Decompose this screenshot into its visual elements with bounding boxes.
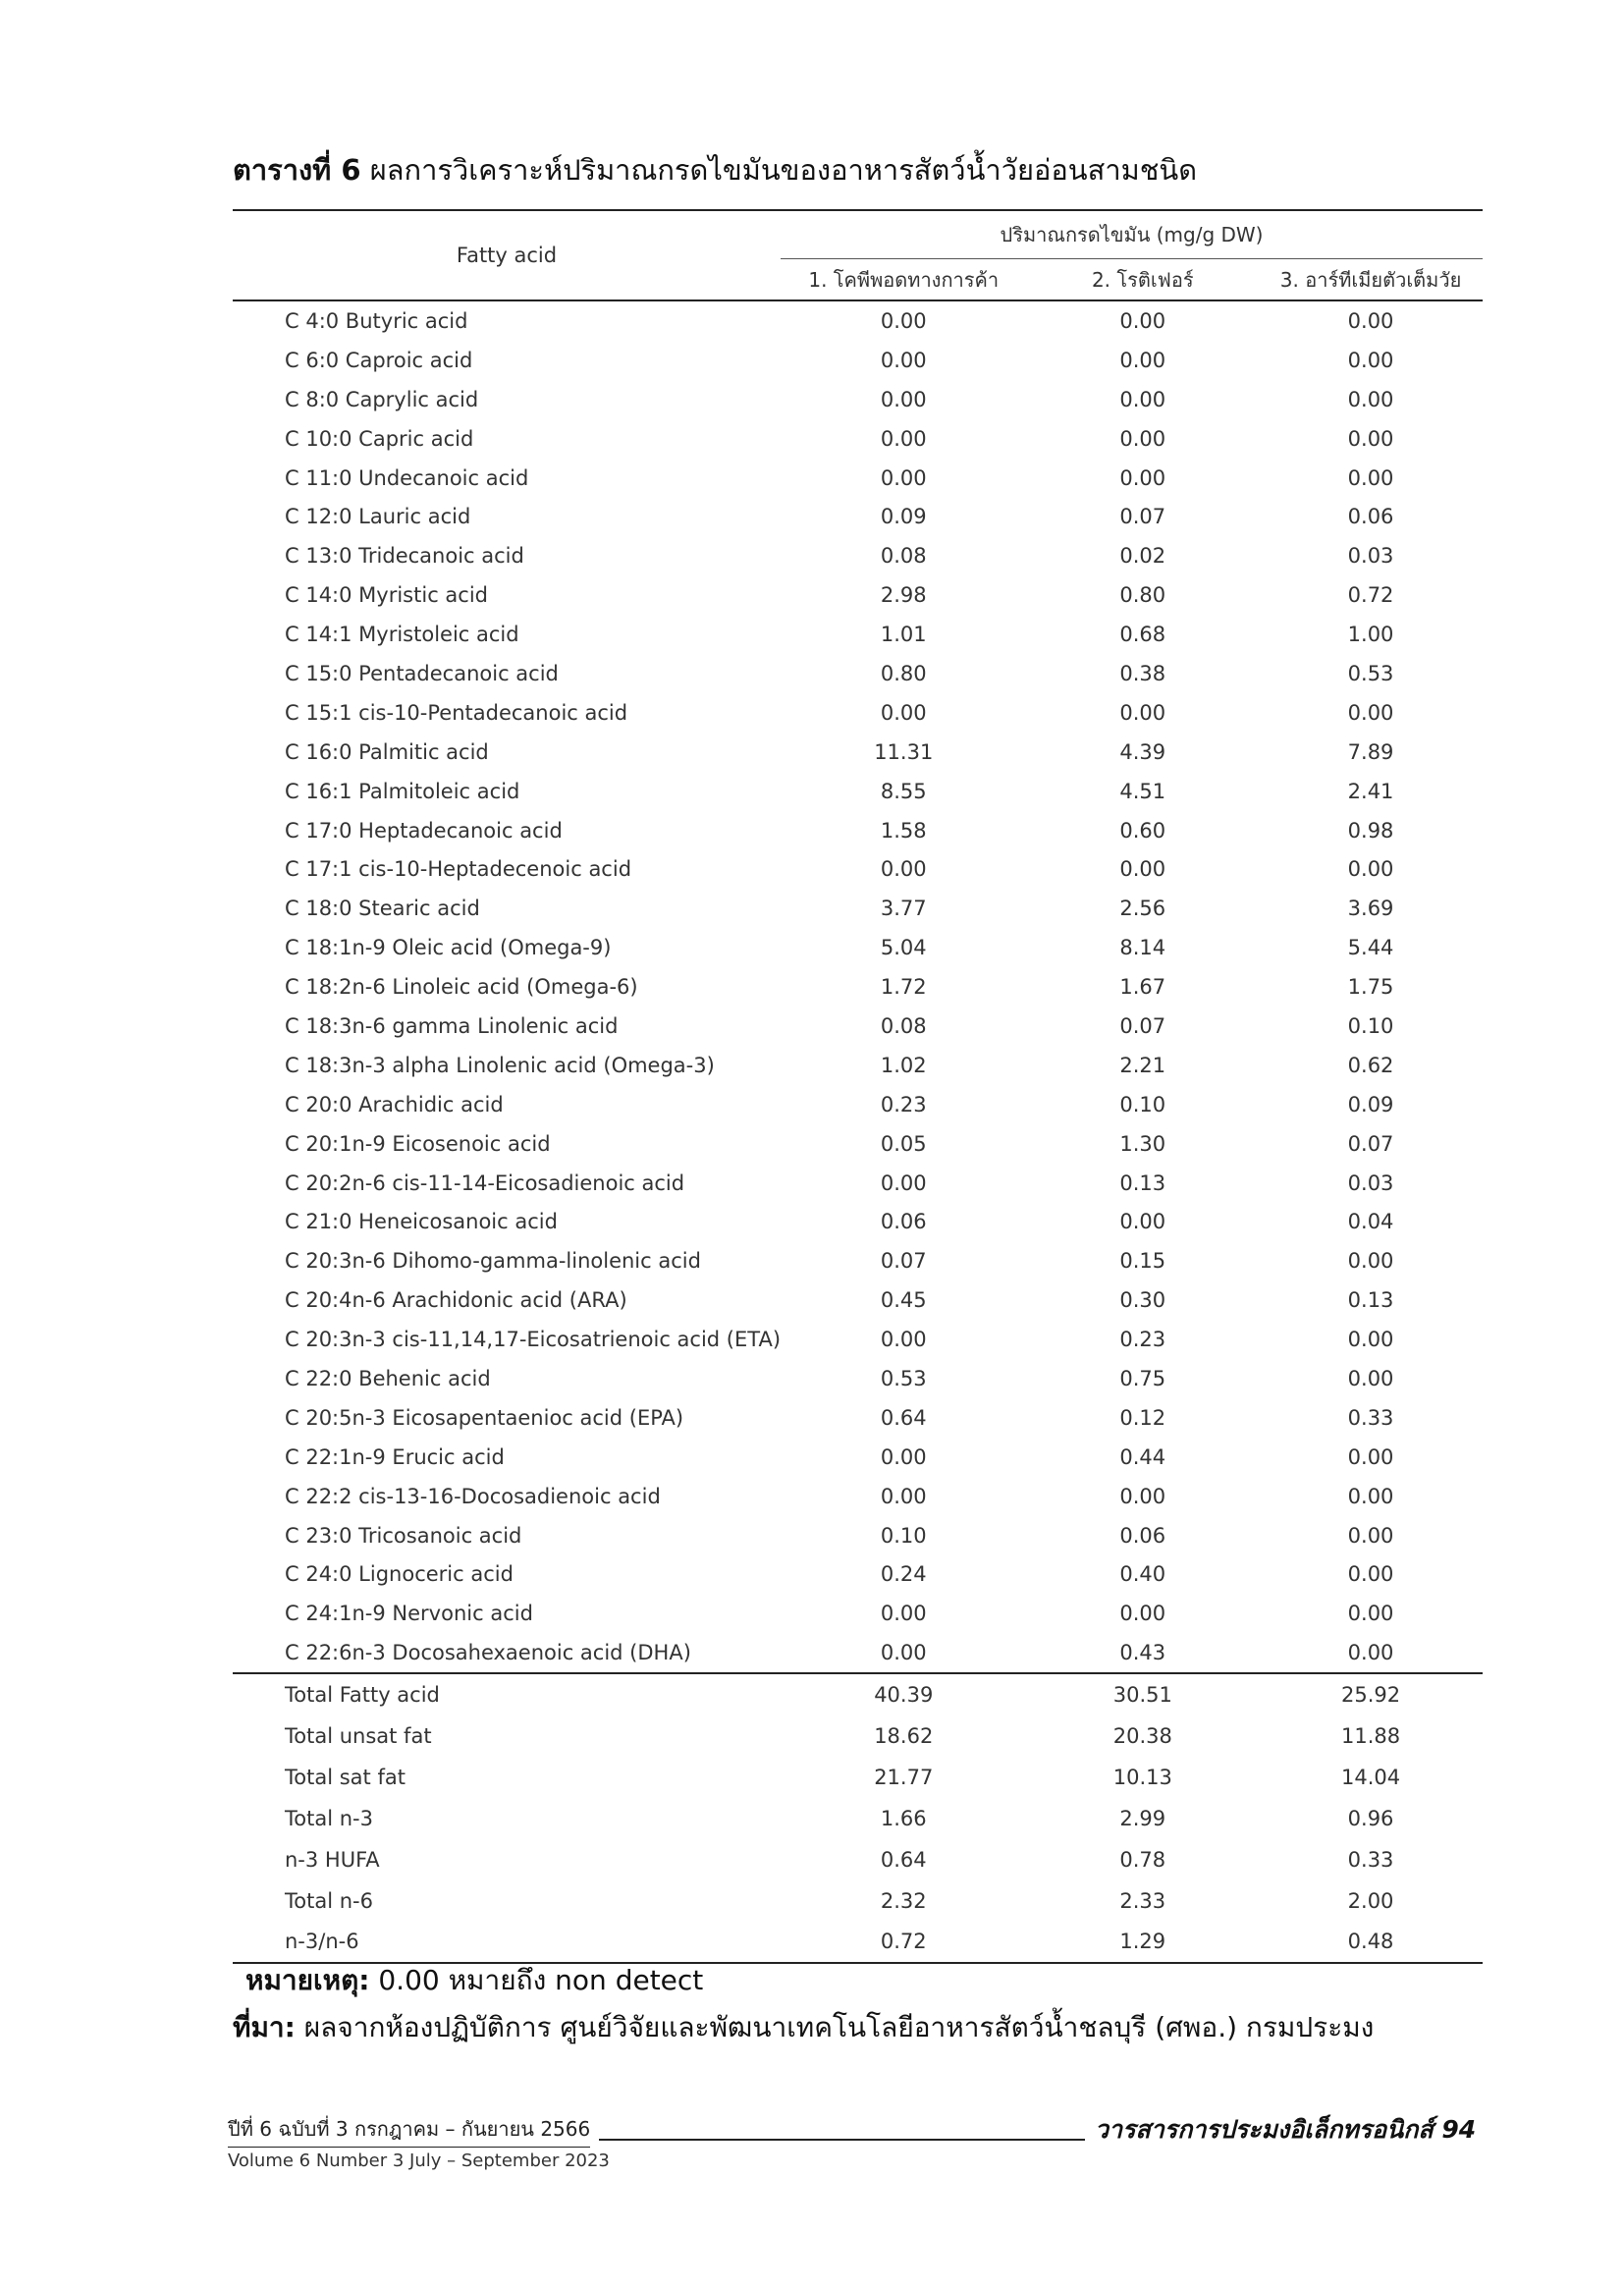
table-row bbox=[233, 1007, 1483, 1046]
table-row bbox=[233, 1594, 1483, 1633]
value-artemia: 0.09 bbox=[1347, 1092, 1394, 1116]
value-copepod: 0.08 bbox=[880, 1013, 927, 1038]
value-copepod: 0.00 bbox=[880, 700, 927, 725]
table-row bbox=[233, 419, 1483, 459]
table-caption-label: ตารางที่ 6 bbox=[233, 153, 361, 187]
note-label: หมายเหตุ: bbox=[245, 1964, 370, 1996]
column-header-artemia: 3. อาร์ทีเมียตัวเต็มวัย bbox=[1279, 267, 1462, 292]
fatty-acid-name: C 20:2n-6 cis-11-14-Eicosadienoic acid bbox=[285, 1170, 685, 1195]
value-rotifer: 0.80 bbox=[1119, 583, 1166, 608]
value-rotifer: 4.51 bbox=[1119, 779, 1166, 803]
value-artemia: 0.62 bbox=[1347, 1053, 1394, 1077]
table-row bbox=[233, 928, 1483, 967]
value-rotifer: 0.60 bbox=[1119, 818, 1166, 843]
fatty-acid-name: C 18:3n-6 gamma Linolenic acid bbox=[285, 1013, 619, 1038]
value-rotifer: 0.00 bbox=[1119, 308, 1166, 333]
value-copepod: 5.04 bbox=[880, 936, 927, 960]
table-row bbox=[233, 1320, 1483, 1359]
fatty-acid-name: C 20:3n-6 Dihomo-gamma-linolenic acid bbox=[285, 1249, 701, 1274]
value-rotifer: 0.68 bbox=[1119, 623, 1166, 647]
fatty-acid-name: C 6:0 Caproic acid bbox=[285, 348, 473, 372]
value-rotifer: 1.67 bbox=[1119, 975, 1166, 1000]
amount-group-header: ปริมาณกรดไขมัน (mg/g DW) bbox=[781, 210, 1483, 259]
value-artemia: 0.72 bbox=[1347, 583, 1394, 608]
fatty-acid-header: Fatty acid bbox=[233, 210, 781, 300]
fatty-acid-name: Total n-3 bbox=[285, 1806, 373, 1830]
value-artemia: 7.89 bbox=[1347, 739, 1394, 764]
value-copepod: 1.58 bbox=[880, 818, 927, 843]
value-artemia: 0.13 bbox=[1347, 1288, 1394, 1313]
value-rotifer: 0.00 bbox=[1119, 857, 1166, 882]
value-rotifer: 0.00 bbox=[1119, 1602, 1166, 1626]
value-artemia: 0.00 bbox=[1347, 348, 1394, 372]
value-rotifer: 0.00 bbox=[1119, 1210, 1166, 1234]
column-header-rotifer: 2. โรติเฟอร์ bbox=[1091, 267, 1194, 292]
table-row bbox=[233, 497, 1483, 536]
fatty-acid-name: C 18:0 Stearic acid bbox=[285, 897, 480, 921]
note-text: 0.00 หมายถึง non detect bbox=[378, 1964, 704, 1996]
table-row bbox=[233, 811, 1483, 850]
fatty-acid-name: C 12:0 Lauric acid bbox=[285, 505, 471, 529]
table-row bbox=[233, 1516, 1483, 1555]
fatty-acid-name: C 16:0 Palmitic acid bbox=[285, 739, 489, 764]
footer-journal bbox=[1095, 2110, 1476, 2150]
table-row bbox=[233, 536, 1483, 575]
value-artemia: 0.03 bbox=[1347, 1170, 1394, 1195]
total-row bbox=[233, 1715, 1483, 1757]
value-copepod: 0.00 bbox=[880, 308, 927, 333]
value-artemia: 0.48 bbox=[1259, 1922, 1483, 1964]
fatty-acid-name: C 11:0 Undecanoic acid bbox=[285, 465, 529, 490]
fatty-acid-name: C 13:0 Tridecanoic acid bbox=[285, 544, 524, 569]
fatty-acid-name: n-3/n-6 bbox=[233, 1922, 781, 1964]
value-artemia: 0.00 bbox=[1347, 1484, 1394, 1508]
value-artemia: 0.00 bbox=[1347, 1328, 1394, 1352]
value-artemia: 1.00 bbox=[1347, 623, 1394, 647]
value-rotifer: 20.38 bbox=[1112, 1724, 1172, 1748]
value-copepod: 0.10 bbox=[880, 1523, 927, 1548]
fatty-acid-name: C 22:1n-9 Erucic acid bbox=[285, 1444, 505, 1469]
value-rotifer: 2.99 bbox=[1119, 1806, 1166, 1830]
total-row bbox=[233, 1880, 1483, 1922]
fatty-acid-name: C 20:3n-3 cis-11,14,17-Eicosatrienoic acid (ETA) bbox=[285, 1328, 782, 1352]
value-copepod: 11.31 bbox=[874, 739, 934, 764]
table-row bbox=[233, 1438, 1483, 1477]
table-row bbox=[233, 1633, 1483, 1673]
fatty-acid-name: C 4:0 Butyric acid bbox=[285, 308, 468, 333]
table-row bbox=[233, 459, 1483, 498]
fatty-acid-name: C 23:0 Tricosanoic acid bbox=[285, 1523, 522, 1548]
value-rotifer: 0.02 bbox=[1119, 544, 1166, 569]
value-artemia: 0.00 bbox=[1347, 1249, 1394, 1274]
total-row bbox=[233, 1922, 1483, 1964]
value-artemia: 0.00 bbox=[1347, 308, 1394, 333]
table-row bbox=[233, 1241, 1483, 1280]
value-copepod: 18.62 bbox=[874, 1724, 934, 1748]
fatty-acid-name: C 22:0 Behenic acid bbox=[285, 1366, 491, 1390]
value-copepod: 1.02 bbox=[880, 1053, 927, 1077]
footer-rule bbox=[599, 2139, 1085, 2141]
table-row bbox=[233, 1124, 1483, 1164]
source-label: ที่มา: bbox=[233, 2011, 296, 2043]
table-row bbox=[233, 1477, 1483, 1516]
value-rotifer: 1.30 bbox=[1119, 1131, 1166, 1156]
table-row bbox=[233, 967, 1483, 1007]
value-artemia: 14.04 bbox=[1340, 1765, 1401, 1789]
value-artemia: 0.06 bbox=[1347, 505, 1394, 529]
value-copepod: 0.05 bbox=[880, 1131, 927, 1156]
value-copepod: 0.64 bbox=[880, 1405, 927, 1430]
value-rotifer: 0.23 bbox=[1119, 1328, 1166, 1352]
value-copepod: 0.00 bbox=[880, 387, 927, 411]
fatty-acid-name: n-3 HUFA bbox=[285, 1847, 380, 1872]
value-rotifer: 0.30 bbox=[1119, 1288, 1166, 1313]
value-copepod: 0.00 bbox=[880, 1641, 927, 1665]
table-row bbox=[233, 615, 1483, 654]
footer-issue-thai: ปีที่ 6 ฉบับที่ 3 กรกฎาคม – กันยายน 2566 bbox=[228, 2113, 590, 2148]
column-header-copepod: 1. โคพีพอดทางการค้า bbox=[808, 267, 1000, 292]
table-note bbox=[245, 1959, 703, 2002]
value-rotifer: 0.06 bbox=[1119, 1523, 1166, 1548]
value-copepod: 2.32 bbox=[880, 1888, 927, 1913]
total-row bbox=[233, 1839, 1483, 1880]
value-artemia: 11.88 bbox=[1340, 1724, 1401, 1748]
fatty-acid-name: Total n-6 bbox=[285, 1888, 373, 1913]
fatty-acid-name: C 20:0 Arachidic acid bbox=[285, 1092, 504, 1116]
value-rotifer: 30.51 bbox=[1026, 1673, 1259, 1715]
value-copepod: 2.98 bbox=[880, 583, 927, 608]
table-row bbox=[233, 575, 1483, 615]
value-artemia: 0.00 bbox=[1347, 1523, 1394, 1548]
value-copepod: 0.00 bbox=[880, 465, 927, 490]
fatty-acid-name: C 24:1n-9 Nervonic acid bbox=[285, 1602, 533, 1626]
fatty-acid-name: C 15:0 Pentadecanoic acid bbox=[285, 661, 559, 685]
table-caption-text: ผลการวิเคราะห์ปริมาณกรดไขมันของอาหารสัตว์น้ำวัยอ่อนสามชนิด bbox=[369, 153, 1198, 187]
source-text: ผลจากห้องปฏิบัติการ ศูนย์วิจัยและพัฒนาเทคโนโลยีอาหารสัตว์น้ำชลบุรี (ศพอ.) กรมประมง bbox=[303, 2011, 1375, 2043]
value-artemia: 2.00 bbox=[1347, 1888, 1394, 1913]
fatty-acid-name: C 17:0 Heptadecanoic acid bbox=[285, 818, 563, 843]
value-copepod: 0.00 bbox=[880, 426, 927, 451]
value-copepod: 0.00 bbox=[880, 1444, 927, 1469]
value-copepod: 0.23 bbox=[880, 1092, 927, 1116]
value-rotifer: 0.40 bbox=[1119, 1562, 1166, 1587]
value-artemia: 0.96 bbox=[1347, 1806, 1394, 1830]
value-rotifer: 1.29 bbox=[1026, 1922, 1259, 1964]
value-artemia: 0.00 bbox=[1347, 465, 1394, 490]
fatty-acid-rows bbox=[233, 300, 1483, 1673]
fatty-acid-name: C 18:1n-9 Oleic acid (Omega-9) bbox=[285, 936, 612, 960]
fatty-acid-name: C 15:1 cis-10-Pentadecanoic acid bbox=[285, 700, 628, 725]
fatty-acid-name: C 20:5n-3 Eicosapentaenioc acid (EPA) bbox=[285, 1405, 684, 1430]
table-row bbox=[233, 300, 1483, 341]
value-artemia: 0.04 bbox=[1347, 1210, 1394, 1234]
value-copepod: 0.24 bbox=[880, 1562, 927, 1587]
fatty-acid-name: C 14:0 Myristic acid bbox=[285, 583, 488, 608]
table-row bbox=[233, 889, 1483, 928]
value-artemia: 0.33 bbox=[1347, 1405, 1394, 1430]
value-copepod: 0.00 bbox=[880, 1170, 927, 1195]
value-rotifer: 0.38 bbox=[1119, 661, 1166, 685]
value-copepod: 0.00 bbox=[880, 348, 927, 372]
table-source bbox=[233, 2006, 1374, 2049]
fatty-acid-name: C 17:1 cis-10-Heptadecenoic acid bbox=[285, 857, 632, 882]
value-artemia: 0.00 bbox=[1347, 1366, 1394, 1390]
fatty-acid-name: C 18:2n-6 Linoleic acid (Omega-6) bbox=[285, 975, 638, 1000]
value-rotifer: 10.13 bbox=[1112, 1765, 1172, 1789]
fatty-acid-name: C 14:1 Myristoleic acid bbox=[285, 623, 519, 647]
value-rotifer: 0.12 bbox=[1119, 1405, 1166, 1430]
value-artemia: 0.00 bbox=[1347, 700, 1394, 725]
value-copepod: 3.77 bbox=[880, 897, 927, 921]
value-rotifer: 0.00 bbox=[1119, 426, 1166, 451]
value-copepod: 21.77 bbox=[874, 1765, 934, 1789]
table-row bbox=[233, 772, 1483, 811]
value-rotifer: 0.13 bbox=[1119, 1170, 1166, 1195]
value-copepod: 0.00 bbox=[880, 857, 927, 882]
table-row bbox=[233, 849, 1483, 889]
table-row bbox=[233, 1202, 1483, 1241]
totals-rows bbox=[233, 1673, 1483, 1963]
value-copepod: 0.00 bbox=[880, 1484, 927, 1508]
fatty-acid-name: Total Fatty acid bbox=[233, 1673, 781, 1715]
value-rotifer: 4.39 bbox=[1119, 739, 1166, 764]
value-rotifer: 0.00 bbox=[1119, 700, 1166, 725]
fatty-acid-name: Total unsat fat bbox=[285, 1724, 432, 1748]
value-rotifer: 0.75 bbox=[1119, 1366, 1166, 1390]
value-rotifer: 0.78 bbox=[1119, 1847, 1166, 1872]
table-caption bbox=[233, 147, 1197, 192]
table-row bbox=[233, 1085, 1483, 1124]
value-copepod: 40.39 bbox=[781, 1673, 1026, 1715]
total-row bbox=[233, 1757, 1483, 1798]
total-row bbox=[233, 1673, 1483, 1715]
value-rotifer: 2.56 bbox=[1119, 897, 1166, 921]
value-rotifer: 0.00 bbox=[1119, 465, 1166, 490]
value-rotifer: 8.14 bbox=[1119, 936, 1166, 960]
fatty-acid-name: C 20:4n-6 Arachidonic acid (ARA) bbox=[285, 1288, 627, 1313]
value-artemia: 5.44 bbox=[1347, 936, 1394, 960]
footer-issue-english: Volume 6 Number 3 July – September 2023 bbox=[228, 2150, 610, 2171]
value-artemia: 1.75 bbox=[1347, 975, 1394, 1000]
value-artemia: 0.53 bbox=[1347, 661, 1394, 685]
value-copepod: 0.53 bbox=[880, 1366, 927, 1390]
value-copepod: 0.80 bbox=[880, 661, 927, 685]
table-row bbox=[233, 693, 1483, 733]
value-artemia: 0.00 bbox=[1347, 426, 1394, 451]
fatty-acid-name: C 18:3n-3 alpha Linolenic acid (Omega-3) bbox=[285, 1053, 715, 1077]
fatty-acid-name: Total sat fat bbox=[285, 1765, 406, 1789]
table-row bbox=[233, 1280, 1483, 1320]
value-copepod: 0.06 bbox=[880, 1210, 927, 1234]
value-artemia: 0.00 bbox=[1347, 1562, 1394, 1587]
value-rotifer: 0.10 bbox=[1119, 1092, 1166, 1116]
value-copepod: 8.55 bbox=[880, 779, 927, 803]
value-artemia: 0.00 bbox=[1347, 387, 1394, 411]
value-rotifer: 0.00 bbox=[1119, 348, 1166, 372]
value-rotifer: 0.00 bbox=[1119, 387, 1166, 411]
fatty-acid-name: C 16:1 Palmitoleic acid bbox=[285, 779, 520, 803]
value-rotifer: 0.43 bbox=[1119, 1641, 1166, 1665]
fatty-acid-name: C 22:6n-3 Docosahexaenoic acid (DHA) bbox=[285, 1641, 691, 1665]
fatty-acid-name: C 20:1n-9 Eicosenoic acid bbox=[285, 1131, 551, 1156]
value-artemia: 0.00 bbox=[1347, 1444, 1394, 1469]
table-row bbox=[233, 380, 1483, 419]
table-row bbox=[233, 1359, 1483, 1398]
value-copepod: 0.00 bbox=[880, 1602, 927, 1626]
value-artemia: 0.00 bbox=[1347, 857, 1394, 882]
value-rotifer: 0.00 bbox=[1119, 1484, 1166, 1508]
fatty-acid-table bbox=[233, 209, 1483, 1964]
value-artemia: 25.92 bbox=[1259, 1673, 1483, 1715]
table-row bbox=[233, 654, 1483, 693]
fatty-acid-name: C 24:0 Lignoceric acid bbox=[285, 1562, 514, 1587]
value-copepod: 0.64 bbox=[880, 1847, 927, 1872]
value-rotifer: 0.15 bbox=[1119, 1249, 1166, 1274]
value-copepod: 0.09 bbox=[880, 505, 927, 529]
value-copepod: 1.01 bbox=[880, 623, 927, 647]
value-copepod: 1.66 bbox=[880, 1806, 927, 1830]
value-copepod: 1.72 bbox=[880, 975, 927, 1000]
value-rotifer: 0.07 bbox=[1119, 1013, 1166, 1038]
table-row bbox=[233, 1046, 1483, 1085]
value-artemia: 0.33 bbox=[1347, 1847, 1394, 1872]
value-artemia: 0.98 bbox=[1347, 818, 1394, 843]
table-row bbox=[233, 341, 1483, 380]
fatty-acid-name: C 22:2 cis-13-16-Docosadienoic acid bbox=[285, 1484, 661, 1508]
value-artemia: 2.41 bbox=[1347, 779, 1394, 803]
value-artemia: 3.69 bbox=[1347, 897, 1394, 921]
value-artemia: 0.07 bbox=[1347, 1131, 1394, 1156]
value-artemia: 0.00 bbox=[1347, 1641, 1394, 1665]
value-artemia: 0.00 bbox=[1347, 1602, 1394, 1626]
footer-journal-name: วารสารการประมงอิเล็กทรอนิกส์ bbox=[1095, 2115, 1434, 2144]
value-rotifer: 2.33 bbox=[1119, 1888, 1166, 1913]
fatty-acid-name: C 10:0 Capric acid bbox=[285, 426, 474, 451]
value-rotifer: 2.21 bbox=[1119, 1053, 1166, 1077]
value-copepod: 0.00 bbox=[880, 1328, 927, 1352]
value-copepod: 0.72 bbox=[781, 1922, 1026, 1964]
table-row bbox=[233, 1164, 1483, 1203]
footer-page-number: 94 bbox=[1441, 2115, 1477, 2144]
table-row bbox=[233, 1555, 1483, 1595]
fatty-acid-name: C 8:0 Caprylic acid bbox=[285, 387, 479, 411]
value-copepod: 0.07 bbox=[880, 1249, 927, 1274]
table-row bbox=[233, 1398, 1483, 1438]
total-row bbox=[233, 1798, 1483, 1839]
value-copepod: 0.45 bbox=[880, 1288, 927, 1313]
table-row bbox=[233, 733, 1483, 772]
value-rotifer: 0.07 bbox=[1119, 505, 1166, 529]
value-rotifer: 0.44 bbox=[1119, 1444, 1166, 1469]
value-copepod: 0.08 bbox=[880, 544, 927, 569]
value-artemia: 0.03 bbox=[1347, 544, 1394, 569]
fatty-acid-name: C 21:0 Heneicosanoic acid bbox=[285, 1210, 558, 1234]
value-artemia: 0.10 bbox=[1347, 1013, 1394, 1038]
